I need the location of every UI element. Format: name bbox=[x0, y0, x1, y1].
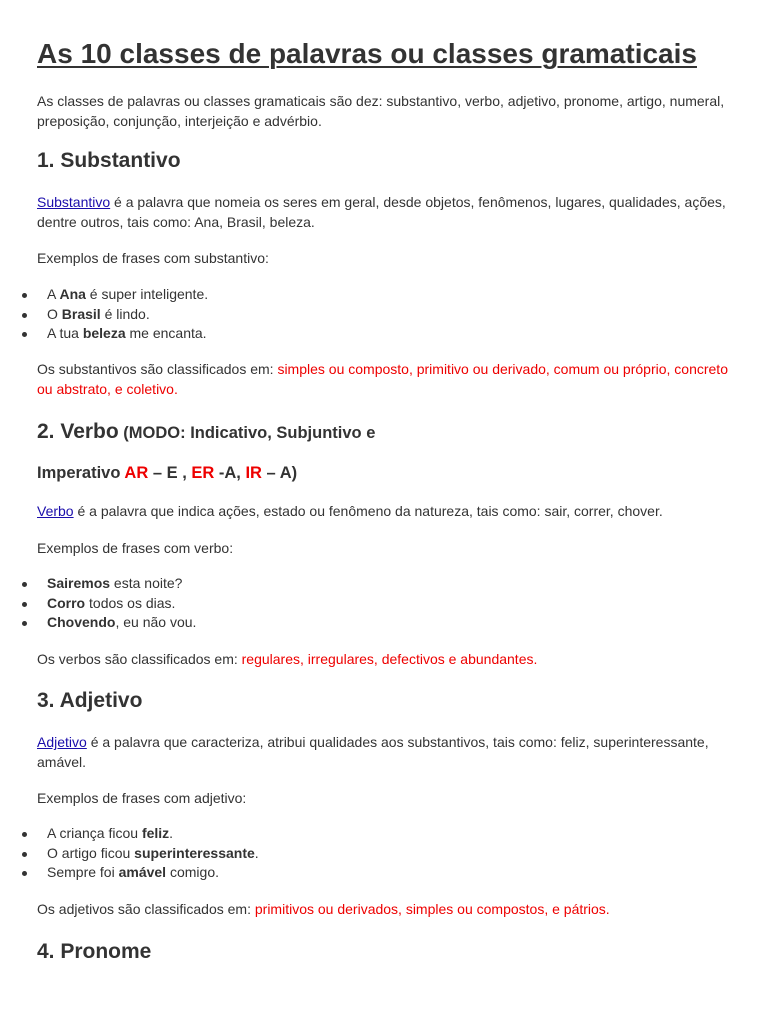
verbo-definition bbox=[37, 502, 737, 522]
example-text: esta noite? bbox=[110, 575, 183, 591]
example-text: A criança ficou bbox=[47, 825, 142, 841]
example-bold-word: feliz bbox=[141, 825, 170, 841]
verbo-heading-title: 2. Verbo bbox=[37, 420, 119, 443]
example-text: é super inteligente. bbox=[85, 286, 209, 302]
example-bold-word: amável bbox=[118, 864, 167, 880]
example-text: O bbox=[47, 305, 62, 322]
example-text: comigo. bbox=[166, 864, 219, 880]
adjetivo-definition bbox=[37, 733, 737, 772]
example-text: A bbox=[47, 286, 60, 302]
verbo-classification bbox=[37, 650, 737, 670]
example-text: . bbox=[254, 844, 259, 861]
example-bold-word: Brasil bbox=[61, 305, 101, 322]
adjetivo-examples-list bbox=[37, 824, 259, 883]
list-item bbox=[37, 863, 259, 883]
classification-list: simples ou composto, primitivo ou derivado, comum ou próprio, concreto ou abstrato, e coletivo. bbox=[37, 361, 728, 397]
example-text: O artigo ficou bbox=[47, 844, 135, 861]
verbo-heading-line2 bbox=[37, 460, 297, 486]
verbo-examples-intro: Exemplos de frases com verbo: bbox=[37, 540, 234, 556]
example-text: A tua bbox=[47, 325, 83, 341]
ending-ir-tail: – A) bbox=[261, 464, 298, 482]
example-text: é lindo. bbox=[100, 305, 150, 322]
substantivo-examples-list bbox=[37, 285, 208, 344]
section-heading-pronome: 4. Pronome bbox=[37, 940, 152, 963]
example-bold-word: beleza bbox=[82, 325, 126, 341]
example-text: todos os dias. bbox=[85, 594, 176, 611]
list-item bbox=[37, 844, 259, 864]
section-heading-adjetivo: 3. Adjetivo bbox=[37, 689, 143, 712]
adjetivo-definition-text: é a palavra que caracteriza, atribui qualidades aos substantivos, tais como: feliz, superinteressante, amável. bbox=[37, 734, 709, 770]
verbo-link[interactable]: Verbo bbox=[37, 503, 74, 519]
classification-intro: Os substantivos são classificados em: bbox=[37, 361, 278, 377]
ending-er-tail: -A, bbox=[214, 464, 246, 482]
classification-intro: Os adjetivos são classificados em: bbox=[37, 901, 255, 917]
section-heading-verbo bbox=[37, 419, 375, 446]
verbo-definition-text: é a palavra que indica ações, estado ou fenômeno da natureza, tais como: sair, correr, chover. bbox=[73, 503, 663, 519]
example-text: Sempre foi bbox=[47, 864, 119, 880]
classification-list: primitivos ou derivados, simples ou compostos, e pátrios. bbox=[254, 901, 610, 917]
substantivo-link[interactable]: Substantivo bbox=[37, 194, 111, 210]
adjetivo-examples-intro: Exemplos de frases com adjetivo: bbox=[37, 790, 247, 806]
example-text: . bbox=[169, 825, 174, 841]
substantivo-definition bbox=[37, 193, 737, 232]
list-item bbox=[37, 613, 196, 633]
classification-intro: Os verbos são classificados em: bbox=[37, 651, 242, 667]
example-text: me encanta. bbox=[125, 325, 207, 341]
list-item bbox=[37, 305, 208, 325]
example-bold-word: Corro bbox=[47, 594, 86, 611]
list-item bbox=[37, 824, 259, 844]
list-item bbox=[37, 574, 196, 594]
substantivo-classification bbox=[37, 360, 737, 399]
imperativo-label: Imperativo bbox=[37, 464, 125, 482]
classification-list: regulares, irregulares, defectivos e abundantes. bbox=[241, 651, 538, 667]
example-bold-word: superinteressante bbox=[134, 844, 255, 861]
example-text: , eu não vou. bbox=[115, 614, 197, 630]
ending-ar-tail: – E , bbox=[148, 464, 192, 482]
list-item bbox=[37, 594, 196, 614]
adjetivo-classification bbox=[37, 900, 737, 920]
ending-ar: AR bbox=[124, 464, 149, 482]
list-item bbox=[37, 324, 208, 344]
intro-paragraph: As classes de palavras ou classes gramaticais são dez: substantivo, verbo, adjetivo, pronome, artigo, numeral, preposição, conjunção, interjeição e advérbio. bbox=[37, 93, 725, 129]
example-bold-word: Sairemos bbox=[47, 575, 111, 591]
ending-ir: IR bbox=[245, 464, 262, 482]
list-item bbox=[37, 285, 208, 305]
adjetivo-link[interactable]: Adjetivo bbox=[37, 734, 87, 750]
example-bold-word: Chovendo bbox=[47, 614, 116, 630]
verbo-heading-mode: (MODO: Indicativo, Subjuntivo e bbox=[118, 424, 376, 442]
substantivo-examples-intro: Exemplos de frases com substantivo: bbox=[37, 250, 269, 266]
example-bold-word: Ana bbox=[59, 286, 86, 302]
page-title: As 10 classes de palavras ou classes gramaticais bbox=[37, 38, 697, 69]
section-heading-substantivo: 1. Substantivo bbox=[37, 149, 181, 172]
ending-er: ER bbox=[191, 464, 215, 482]
substantivo-definition-text: é a palavra que nomeia os seres em geral, desde objetos, fenômenos, lugares, qualidades, ações, dentre outros, tais como: Ana, Brasil, beleza. bbox=[37, 194, 726, 230]
verbo-examples-list bbox=[37, 574, 196, 633]
